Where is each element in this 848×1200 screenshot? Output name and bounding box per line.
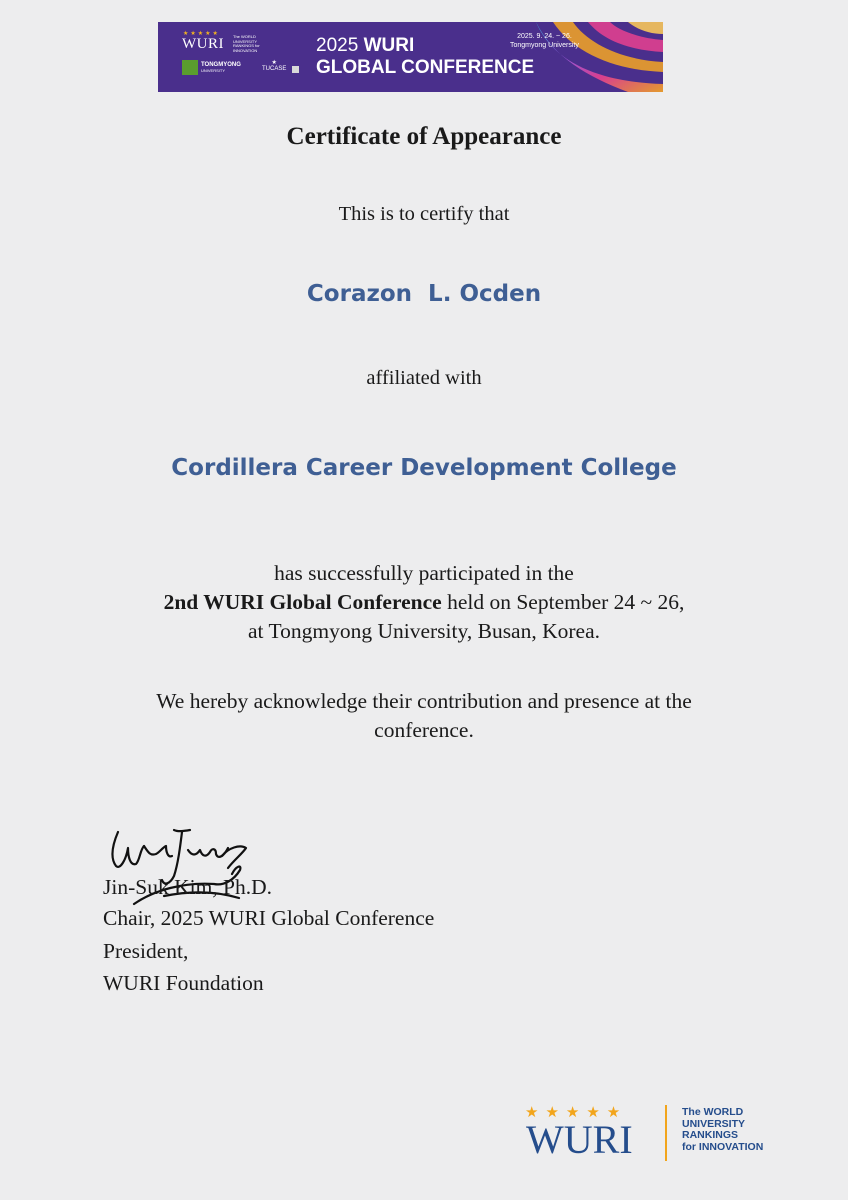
banner-title-line2: GLOBAL CONFERENCE — [316, 57, 535, 78]
signatory-name: Jin-Suk Kim, Ph.D. — [103, 875, 273, 899]
tongmyong-sub: UNIVERSITY — [201, 67, 226, 73]
banner-wuri-tagline: The WORLD UNIVERSITY RANKINGS for INNOVATION — [233, 34, 260, 53]
banner-stars-icon: ★★★★★ — [183, 31, 220, 37]
banner-dates: 2025. 9. 24. ~ 26. Tongmyong University — [510, 33, 579, 49]
wuri-footer-logo — [525, 1103, 775, 1165]
wuri-wordmark: WURI — [526, 1117, 633, 1162]
tucase-label: TUCASE — [262, 66, 287, 72]
participation-line1: has successfully participated in the — [274, 561, 574, 585]
acknowledgement-paragraph — [0, 687, 848, 745]
banner-wuri-logo: WURI — [182, 36, 224, 52]
tongmyong-name: TONGMYONG — [201, 61, 241, 68]
signatory-role-president: President, — [103, 939, 189, 963]
signatory-organization: WURI Foundation — [103, 971, 264, 995]
tongmyong-logo — [182, 60, 241, 75]
acknowledge-line2: conference. — [374, 718, 474, 742]
tongmyong-mark-icon — [182, 60, 198, 75]
participation-line2: 2nd WURI Global Conference held on September 24 ~ 26, — [163, 590, 685, 614]
institution-name: Cordillera Career Development College — [171, 455, 677, 481]
recipient-name: Corazon L. Ocden — [306, 281, 542, 307]
affiliated-line: affiliated with — [366, 367, 482, 389]
certificate-title: Certificate of Appearance — [286, 123, 562, 150]
certify-line: This is to certify that — [338, 203, 510, 225]
participation-paragraph — [0, 559, 848, 646]
wuri-stars-icon: ★★★★★ — [525, 1105, 628, 1121]
signatory-role-chair: Chair, 2025 WURI Global Conference — [103, 906, 435, 930]
banner-title-line1: 2025 WURI — [316, 35, 415, 56]
logo-divider — [665, 1105, 667, 1161]
wuri-tagline: The WORLD UNIVERSITY RANKINGS for INNOVATION — [682, 1106, 764, 1153]
partner-square-icon — [292, 66, 299, 73]
conference-name: 2nd WURI Global Conference — [163, 590, 442, 614]
participation-line3: at Tongmyong University, Busan, Korea. — [248, 619, 600, 643]
conference-banner — [158, 22, 663, 92]
acknowledge-line1: We hereby acknowledge their contribution and presence at the — [156, 689, 692, 713]
tucase-logo: ★ TUCASE — [262, 60, 287, 72]
